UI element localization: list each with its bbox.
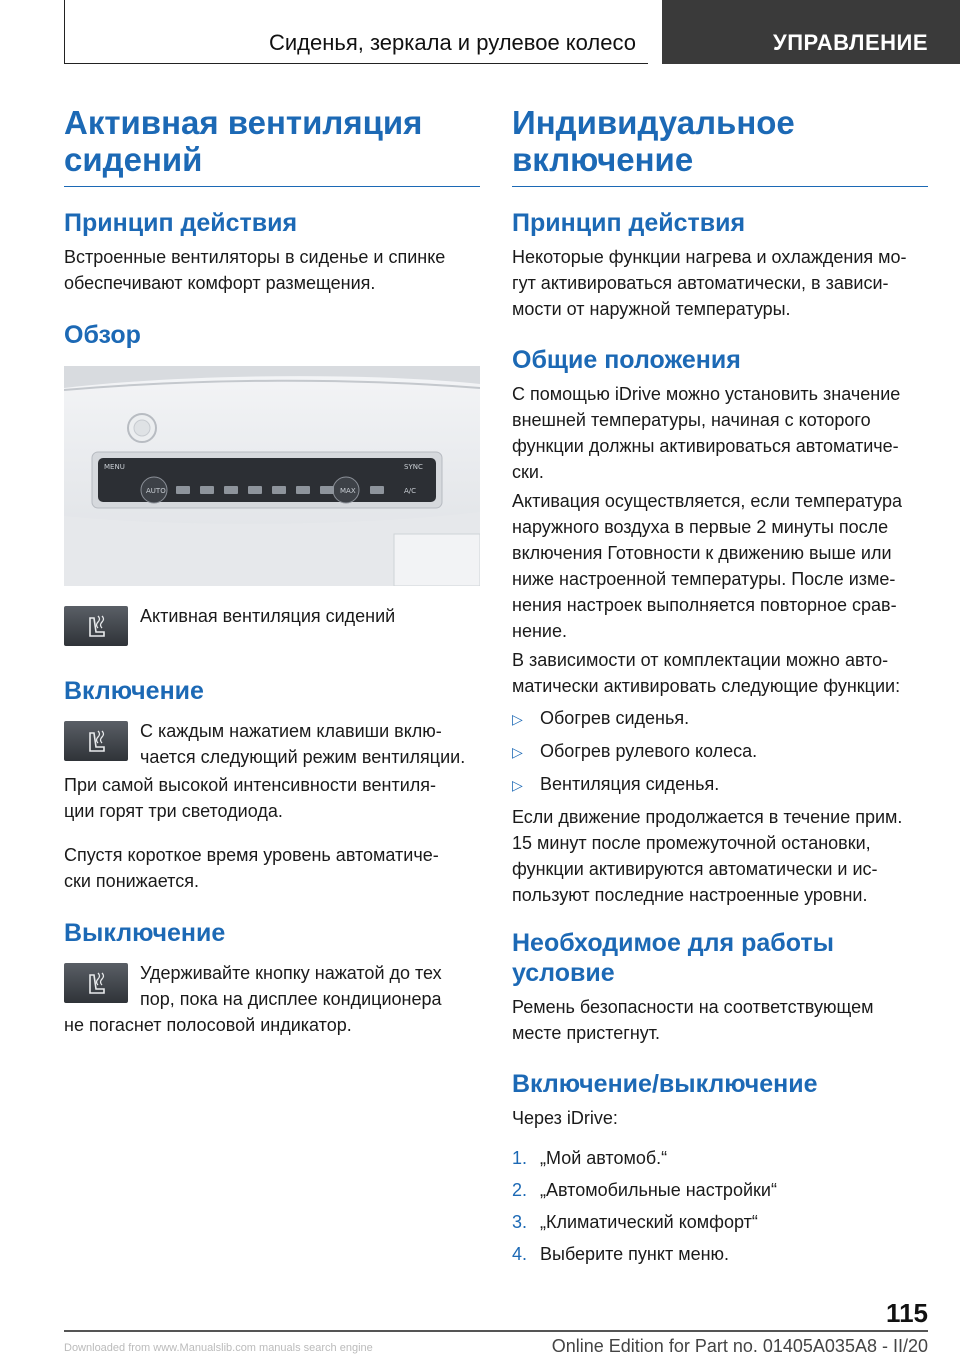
triangle-bullet-icon: ▷	[512, 711, 523, 727]
left-principle-heading: Принцип действия	[64, 209, 298, 237]
figure-caption: Активная вентиляция сидений	[140, 606, 396, 626]
text-line: нения настроек выполняется повторное срав-	[512, 595, 897, 615]
text-line: включения Готовности к движению выше или	[512, 543, 892, 563]
text-line: гут активироваться автоматически, в зависи-	[512, 273, 889, 293]
panel-label-menu: MENU	[104, 463, 125, 471]
text-line: мости от наружной температуры.	[512, 299, 791, 319]
list-item-text: Обогрев рулевого колеса.	[540, 741, 758, 761]
text-line: пользуют последние настроенные уровни.	[512, 885, 868, 905]
step-text: „Климатический комфорт“	[540, 1212, 758, 1232]
footer-divider	[64, 1330, 928, 1332]
requirements-heading	[512, 928, 928, 988]
climate-panel-photo	[64, 366, 480, 586]
enable-heading: Включение	[64, 677, 204, 705]
enable-paragraph-2	[64, 772, 480, 824]
edition-text: Online Edition for Part no. 01405A035A8 - II/20	[551, 1336, 928, 1356]
step-text: „Мой автомоб.“	[540, 1148, 668, 1168]
general-heading: Общие положения	[512, 346, 741, 374]
step-number: 2.	[512, 1180, 528, 1200]
text-line: ски понижается.	[64, 871, 199, 891]
panel-label-sync: SYNC	[404, 463, 423, 471]
header-chapter-box	[64, 0, 648, 64]
enable-paragraph-3	[64, 842, 480, 894]
download-watermark: Downloaded from www.Manualslib.com manuals search engine	[64, 1342, 373, 1354]
chapter-title: Сиденья, зеркала и рулевое колесо	[268, 30, 636, 55]
text-line: месте пристегнут.	[512, 1023, 661, 1043]
text-line: Спустя короткое время уровень автоматиче-	[64, 845, 439, 865]
enable-text	[140, 718, 480, 770]
climate-panel-illustration	[64, 366, 480, 586]
text-line: Удерживайте кнопку нажатой до тех	[140, 963, 442, 983]
text-line: При самой высокой интенсивности вентиля-	[64, 775, 437, 795]
text-line: функции активируются автоматически и ис-	[512, 859, 878, 879]
seat-ventilation-button-icon	[64, 721, 128, 761]
text-line: Ремень безопасности на соответствующем	[512, 997, 874, 1017]
seat-ventilation-button-icon	[64, 963, 128, 1003]
left-title-line2: сидений	[64, 141, 203, 178]
text-line: чается следующий режим вентиляции.	[140, 747, 466, 767]
step-number: 1.	[512, 1148, 528, 1168]
right-principle-text	[512, 244, 928, 322]
disable-text-continued: не погаснет полосовой индикатор.	[64, 1015, 352, 1035]
heading-line: условие	[512, 959, 615, 987]
text-line: функции должны активироваться автоматиче-	[512, 436, 899, 456]
overview-heading: Обзор	[64, 321, 141, 349]
general-paragraph-4	[512, 804, 928, 908]
text-line: Активация осуществляется, если температура	[512, 491, 902, 511]
requirements-text	[512, 994, 928, 1046]
left-principle-text	[64, 244, 480, 296]
text-line: наружного воздуха в первые 2 минуты после	[512, 517, 889, 537]
left-section-title	[64, 104, 480, 187]
panel-label-max: MAX	[340, 487, 356, 495]
panel-label-auto: AUTO	[146, 487, 166, 495]
text-line: С каждым нажатием клавиши вклю-	[140, 721, 442, 741]
text-line: С помощью iDrive можно установить значение	[512, 384, 901, 404]
right-principle-heading: Принцип действия	[512, 209, 746, 237]
step-text: „Автомобильные настройки“	[540, 1180, 777, 1200]
heading-line: Необходимое для работы	[512, 929, 834, 957]
text-line: нение.	[512, 621, 567, 641]
triangle-bullet-icon: ▷	[512, 744, 523, 760]
disable-text	[140, 960, 480, 1012]
seat-ventilation-icon	[64, 606, 128, 646]
section-label: УПРАВЛЕНИЕ	[773, 30, 928, 55]
triangle-bullet-icon: ▷	[512, 777, 523, 793]
right-title-line2: включение	[512, 141, 694, 178]
text-line: Некоторые функции нагрева и охлаждения мо-	[512, 247, 907, 267]
toggle-intro: Через iDrive:	[512, 1108, 618, 1128]
text-line: ниже настроенной температуры. После изме-	[512, 569, 896, 589]
step-text: Выберите пункт меню.	[540, 1244, 730, 1264]
text-line: матически активировать следующие функции:	[512, 676, 901, 696]
right-title-line1: Индивидуальное	[512, 104, 795, 141]
text-line: обеспечивают комфорт размещения.	[64, 273, 376, 293]
text-line: внешней температуры, начиная с которого	[512, 410, 871, 430]
general-paragraph-3	[512, 647, 928, 699]
step-number: 3.	[512, 1212, 528, 1232]
text-line: Если движение продолжается в течение прим.	[512, 807, 903, 827]
page-number: 115	[886, 1298, 928, 1328]
text-line: ции горят три светодиода.	[64, 801, 283, 821]
text-line: В зависимости от комплектации можно авто-	[512, 650, 889, 670]
text-line: пор, пока на дисплее кондиционера	[140, 989, 442, 1009]
list-item-text: Вентиляция сиденья.	[540, 774, 720, 794]
edition-footer	[552, 1336, 928, 1357]
seat-ventilation-button-icon	[64, 606, 128, 646]
panel-label-ac: A/C	[404, 487, 417, 495]
step-number: 4.	[512, 1244, 528, 1264]
seat-ventilation-icon	[64, 721, 128, 761]
left-title-line1: Активная вентиляция	[64, 104, 423, 141]
text-line: 15 минут после промежуточной остановки,	[512, 833, 871, 853]
text-line: Встроенные вентиляторы в сиденье и спинке	[64, 247, 446, 267]
text-line: ски.	[512, 462, 544, 482]
header-section-box	[662, 0, 960, 64]
right-section-title	[512, 104, 928, 187]
seat-ventilation-icon	[64, 963, 128, 1003]
list-item-text: Обогрев сиденья.	[540, 708, 690, 728]
disable-heading: Выключение	[64, 919, 226, 947]
general-paragraph-1	[512, 381, 928, 485]
general-paragraph-2	[512, 488, 928, 644]
toggle-heading: Включение/выключение	[512, 1070, 818, 1098]
